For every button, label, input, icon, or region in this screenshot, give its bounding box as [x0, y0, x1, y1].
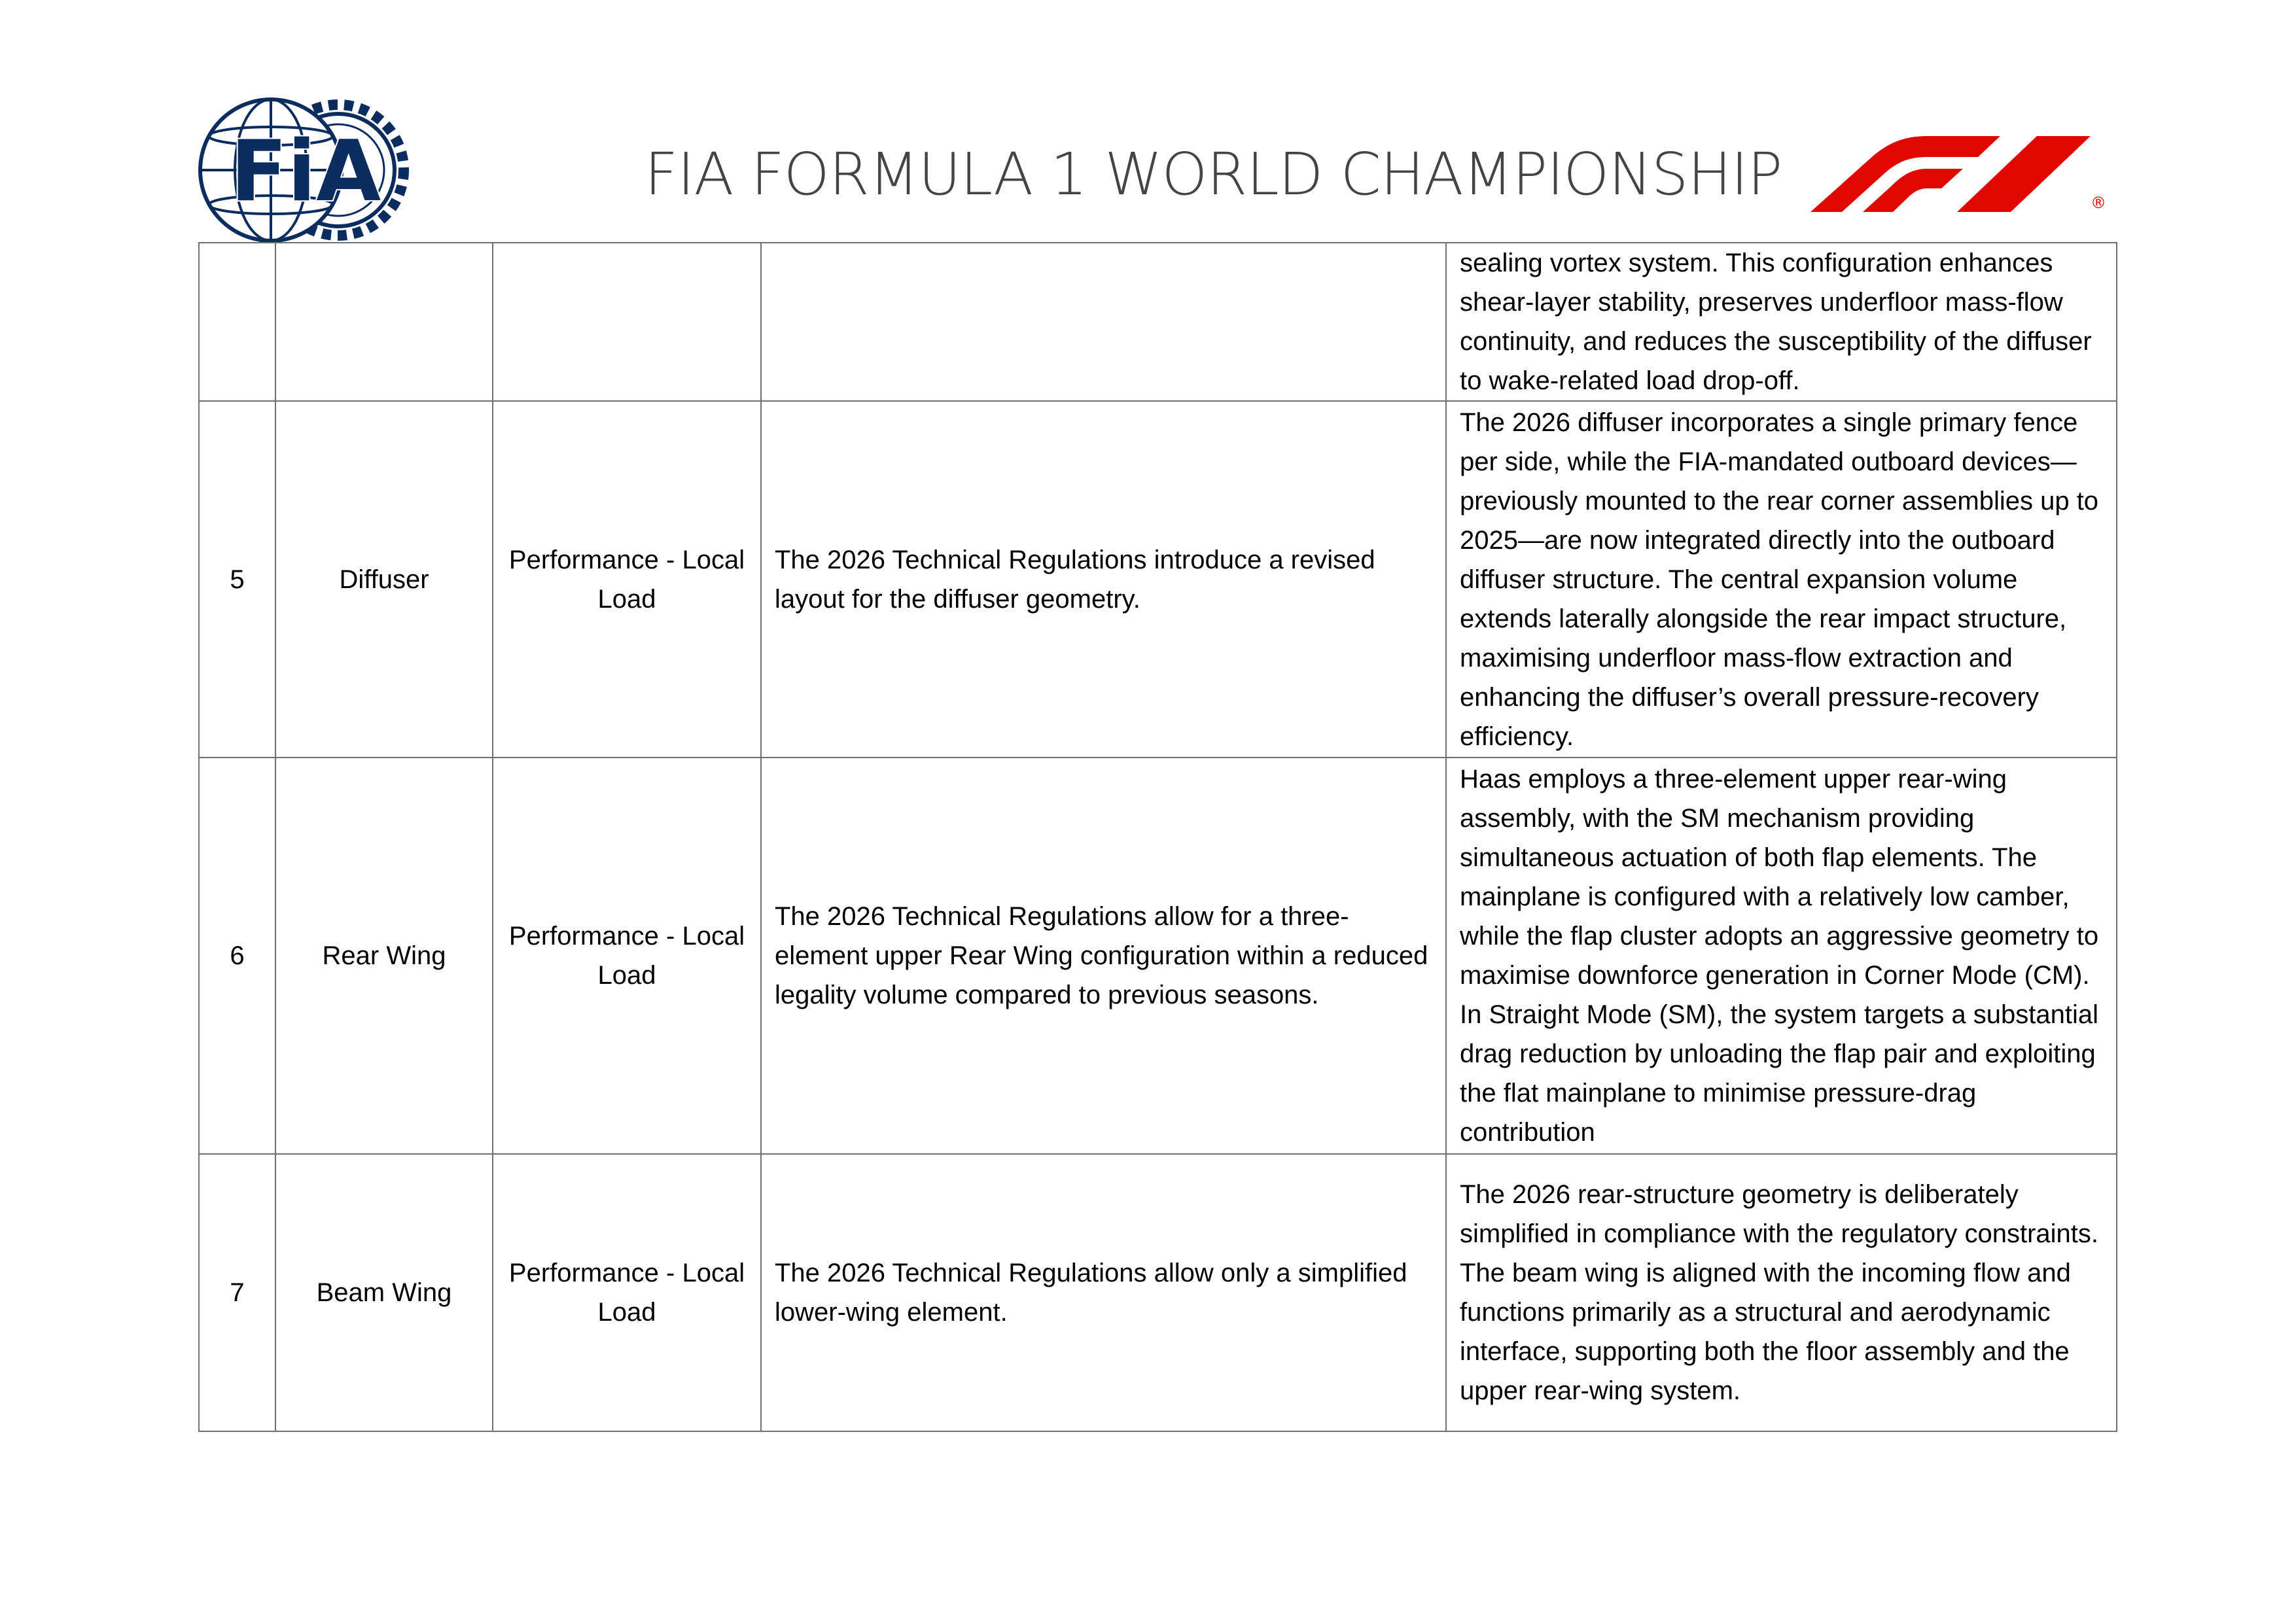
category: Performance - Local Load	[493, 1154, 761, 1431]
table-row	[199, 243, 2117, 401]
category	[493, 243, 761, 401]
regulation-summary: The 2026 Technical Regulations allow for a three-element upper Rear Wing configuration within a reduced legality volume compared to previous seasons.	[761, 758, 1446, 1154]
f1-logo-icon	[1803, 131, 2117, 213]
regulation-summary: The 2026 Technical Regulations introduce a revised layout for the diffuser geometry.	[761, 401, 1446, 758]
category: Performance - Local Load	[493, 758, 761, 1154]
item-name: Beam Wing	[275, 1154, 493, 1431]
implementation-description: The 2026 diffuser incorporates a single primary fence per side, while the FIA-mandated outboard devices—previously mounted to the rear corner assemblies up to 2025—are now integrated directly into the outboard diffuser structure. The central expansion volume extends laterally alongside the rear impact structure, maximising underfloor mass-flow extraction and enhancing the diffuser’s overall pressure-recovery efficiency.	[1446, 401, 2117, 758]
implementation-description: The 2026 rear-structure geometry is deliberately simplified in compliance with the regulatory constraints. The beam wing is aligned with the incoming flow and functions primarily as a structural and aerodynamic interface, supporting both the floor assembly and the upper rear-wing system.	[1446, 1154, 2117, 1431]
implementation-description: sealing vortex system. This configuration enhances shear-layer stability, preserves underfloor mass-flow continuity, and reduces the susceptibility of the diffuser to wake-related load drop-off.	[1446, 243, 2117, 401]
row-number	[199, 243, 275, 401]
table-row	[199, 758, 2117, 1154]
row-number: 5	[199, 401, 275, 758]
item-name: Rear Wing	[275, 758, 493, 1154]
registered-mark: ®	[2091, 194, 2106, 212]
item-name: Diffuser	[275, 401, 493, 758]
fia-logo	[198, 97, 414, 244]
regulation-summary: The 2026 Technical Regulations allow only a simplified lower-wing element.	[761, 1154, 1446, 1431]
technical-table	[198, 242, 2117, 1432]
fia-logo-text: FiA	[230, 123, 381, 220]
row-number: 7	[199, 1154, 275, 1431]
category: Performance - Local Load	[493, 401, 761, 758]
item-name	[275, 243, 493, 401]
row-number: 6	[199, 758, 275, 1154]
table-row	[199, 1154, 2117, 1431]
table-row	[199, 401, 2117, 758]
page-title: FIA FORMULA 1 WORLD CHAMPIONSHIP	[645, 140, 1782, 208]
regulation-summary	[761, 243, 1446, 401]
implementation-description: Haas employs a three-element upper rear-wing assembly, with the SM mechanism providing simultaneous actuation of both flap elements. The mainplane is configured with a relatively low camber, while the flap cluster adopts an aggressive geometry to maximise downforce generation in Corner Mode (CM). In Straight Mode (SM), the system targets a substantial drag reduction by unloading the flap pair and exploiting the flat mainplane to minimise pressure-drag contribution	[1446, 758, 2117, 1154]
